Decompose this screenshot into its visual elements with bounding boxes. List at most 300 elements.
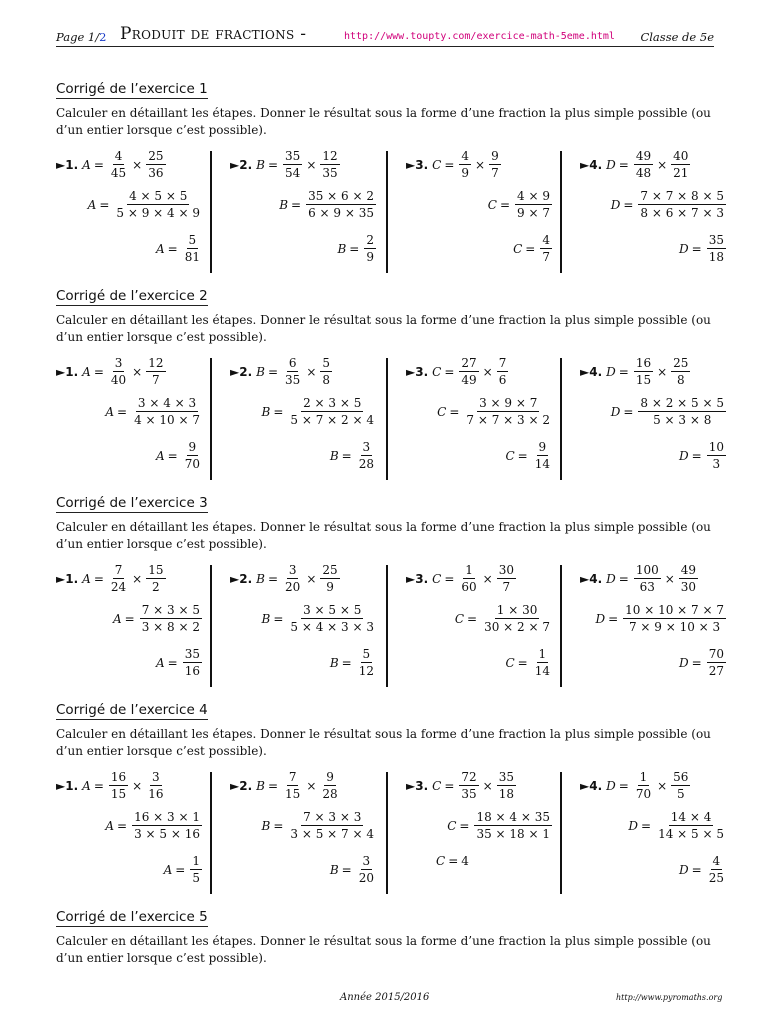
times-sign: × <box>132 778 143 793</box>
problem-statement <box>230 563 342 594</box>
fraction-1 <box>459 563 478 594</box>
fraction-1-denominator: 15 <box>635 373 652 387</box>
fraction-2-denominator: 16 <box>148 787 164 801</box>
variable-name: B <box>337 241 347 256</box>
times-sign: × <box>306 778 317 793</box>
result <box>156 233 204 264</box>
times-sign: × <box>475 157 486 172</box>
equals-sign: = <box>449 404 460 419</box>
problem-statement <box>56 149 168 180</box>
decomposition-step <box>488 189 554 220</box>
fraction-1 <box>634 770 653 801</box>
equals-sign: = <box>124 611 135 626</box>
step-fraction-numerator: 1 × 30 <box>496 603 538 617</box>
equals-sign: = <box>273 611 284 626</box>
result <box>330 854 378 885</box>
fraction-2 <box>146 149 165 180</box>
problem-statement <box>230 770 342 801</box>
variable-name: D <box>610 197 621 212</box>
fraction-1-denominator: 40 <box>110 373 127 387</box>
result <box>679 854 728 885</box>
equals-sign: = <box>93 778 104 793</box>
step-fraction <box>132 396 202 427</box>
problem-cell <box>230 563 380 691</box>
column-divider <box>386 772 388 894</box>
result-fraction-numerator: 2 <box>366 233 374 247</box>
step-fraction-numerator: 3 × 4 × 3 <box>137 396 197 410</box>
fraction-2-denominator: 6 <box>498 373 507 387</box>
fraction-2-denominator: 8 <box>676 373 685 387</box>
result-fraction <box>540 233 552 264</box>
equals-sign: = <box>618 571 629 586</box>
equals-sign: = <box>444 571 455 586</box>
variable-name: C <box>454 611 465 626</box>
exercise-instruction: Calculer en détaillant les étapes. Donner le résultat sous la forme d’une fraction la plus simple possible (ou d’un entier lorsque c’est possible). <box>56 106 711 137</box>
exercise-section <box>56 699 724 898</box>
fraction-1-denominator: 60 <box>461 580 477 594</box>
result-fraction-numerator: 9 <box>538 440 547 454</box>
fraction-2-numerator: 25 <box>322 563 338 577</box>
fraction-1-numerator: 6 <box>288 356 297 370</box>
step-fraction-denominator: 30 × 2 × 7 <box>484 620 550 634</box>
problem-statement <box>580 563 700 594</box>
step-fraction-denominator: 35 × 18 × 1 <box>476 827 550 841</box>
fraction-1-numerator: 16 <box>110 770 127 784</box>
times-sign: × <box>482 364 493 379</box>
fraction-2-numerator: 15 <box>148 563 164 577</box>
column-divider <box>210 358 212 480</box>
variable-name: B <box>329 862 339 877</box>
times-sign: × <box>306 157 317 172</box>
equals-sign: = <box>93 364 104 379</box>
step-fraction <box>288 396 376 427</box>
result <box>679 647 728 678</box>
fraction-2-denominator: 35 <box>322 166 338 180</box>
result-fraction-denominator: 27 <box>708 664 724 678</box>
result-fraction-numerator: 9 <box>188 440 197 454</box>
result-fraction-numerator: 5 <box>362 647 371 661</box>
fraction-2-numerator: 9 <box>326 770 334 784</box>
fraction-1 <box>109 149 128 180</box>
fraction-1-numerator: 7 <box>114 563 123 577</box>
column-divider <box>210 772 212 894</box>
result-fraction-numerator: 35 <box>184 647 200 661</box>
step-fraction-numerator: 2 × 3 × 5 <box>303 396 362 410</box>
step-fraction-numerator: 3 × 9 × 7 <box>479 396 538 410</box>
page-total-link[interactable]: 2 <box>99 30 107 44</box>
exercise-title: Corrigé de l’exercice 4 <box>56 702 208 718</box>
fraction-1-numerator: 4 <box>114 149 123 163</box>
page-title: Produit de fractions - <box>120 24 307 44</box>
step-fraction-denominator: 4 × 10 × 7 <box>134 413 200 427</box>
step-fraction <box>288 810 376 841</box>
equals-sign: = <box>499 197 511 212</box>
step-fraction <box>515 189 552 220</box>
result <box>337 233 378 264</box>
result-fraction-denominator: 7 <box>542 250 550 264</box>
equals-sign: = <box>618 364 629 379</box>
variable-name: B <box>329 655 339 670</box>
result-fraction-numerator: 10 <box>708 440 724 454</box>
result-fraction-denominator: 28 <box>358 457 374 471</box>
step-fraction-numerator: 7 × 3 × 3 <box>303 810 362 824</box>
result-fraction-denominator: 20 <box>358 871 374 885</box>
problem-label: ►1. <box>56 364 79 379</box>
fraction-2-numerator: 25 <box>148 149 164 163</box>
variable-name: A <box>155 241 165 256</box>
fraction-1-denominator: 48 <box>635 166 652 180</box>
decomposition-step <box>262 810 378 841</box>
equals-sign: = <box>448 854 459 868</box>
result-fraction-numerator: 3 <box>362 854 371 868</box>
exercise-instruction: Calculer en détaillant les étapes. Donner le résultat sous la forme d’une fraction la plus simple possible (ou d’un entier lorsque c’est possible). <box>56 313 711 344</box>
fraction-2-numerator: 12 <box>148 356 164 370</box>
times-sign: × <box>657 778 668 793</box>
equals-sign: = <box>623 404 634 419</box>
step-fraction <box>140 603 202 634</box>
problem-cell <box>580 563 730 691</box>
exercise-title: Corrigé de l’exercice 3 <box>56 495 208 511</box>
variable-name: D <box>679 862 689 877</box>
result-fraction <box>183 440 202 471</box>
equals-sign: = <box>467 611 478 626</box>
variable-name: A <box>163 862 173 877</box>
problem-label: ►3. <box>406 364 429 379</box>
equals-sign: = <box>459 818 470 833</box>
result-fraction <box>183 233 202 264</box>
class-level: Classe de 5e <box>640 30 714 44</box>
result-fraction <box>364 233 376 264</box>
result <box>679 440 728 471</box>
variable-name: C <box>432 364 442 379</box>
problem-label: ►2. <box>230 157 253 172</box>
variable-name: B <box>279 197 289 212</box>
problem-cell <box>56 149 206 277</box>
variable-name: C <box>432 157 442 172</box>
problem-label: ►1. <box>56 571 79 586</box>
fraction-2-numerator: 9 <box>491 149 499 163</box>
fraction-1 <box>283 149 302 180</box>
fraction-1-numerator: 35 <box>285 149 301 163</box>
variable-name: A <box>155 655 165 670</box>
problem-label: ►4. <box>580 571 603 586</box>
fraction-1-denominator: 35 <box>461 787 477 801</box>
problem-cell <box>580 770 730 898</box>
problem-cell <box>56 770 206 898</box>
result-fraction-denominator: 25 <box>708 871 724 885</box>
fraction-2-denominator: 9 <box>326 580 334 594</box>
variable-name: A <box>82 778 91 793</box>
problems-grid <box>56 356 724 484</box>
equals-sign: = <box>341 862 352 877</box>
equals-sign: = <box>341 448 352 463</box>
problem-statement <box>230 356 334 387</box>
fraction-1-denominator: 24 <box>110 580 127 594</box>
step-fraction <box>638 189 726 220</box>
fraction-2 <box>146 770 165 801</box>
equals-sign: = <box>341 655 352 670</box>
decomposition-step <box>105 810 204 841</box>
step-fraction-numerator: 16 × 3 × 1 <box>134 810 200 824</box>
problem-label: ►1. <box>56 157 79 172</box>
fraction-2-numerator: 40 <box>673 149 689 163</box>
fraction-1-denominator: 15 <box>110 787 127 801</box>
fraction-2 <box>489 149 501 180</box>
column-divider <box>386 151 388 273</box>
problem-label: ►1. <box>56 778 79 793</box>
problem-statement <box>56 563 168 594</box>
fraction-2-numerator: 3 <box>152 770 160 784</box>
fraction-1 <box>109 770 128 801</box>
times-sign: × <box>657 157 668 172</box>
equals-sign: = <box>517 448 528 463</box>
fraction-2 <box>320 770 339 801</box>
variable-name: C <box>505 448 515 463</box>
equals-sign: = <box>618 157 629 172</box>
result-fraction-denominator: 14 <box>534 664 550 678</box>
variable-name: A <box>155 448 165 463</box>
exercise-title: Corrigé de l’exercice 1 <box>56 81 208 97</box>
equals-sign: = <box>167 448 178 463</box>
equals-sign: = <box>641 818 652 833</box>
column-divider <box>386 565 388 687</box>
times-sign: × <box>306 571 317 586</box>
step-fraction-numerator: 7 × 7 × 8 × 5 <box>640 189 724 203</box>
fraction-2-denominator: 36 <box>148 166 164 180</box>
fraction-2-numerator: 56 <box>673 770 689 784</box>
variable-name: D <box>595 611 606 626</box>
variable-name: B <box>256 157 265 172</box>
problem-label: ►4. <box>580 778 603 793</box>
result <box>505 647 554 678</box>
equals-sign: = <box>691 241 702 256</box>
equals-sign: = <box>93 157 104 172</box>
step-fraction-denominator: 14 × 5 × 5 <box>658 827 724 841</box>
fraction-1 <box>109 563 128 594</box>
variable-name: D <box>679 241 689 256</box>
variable-name: A <box>87 197 97 212</box>
fraction-1 <box>283 770 302 801</box>
variable-name: B <box>329 448 339 463</box>
equals-sign: = <box>444 778 455 793</box>
result <box>679 233 728 264</box>
column-divider <box>386 358 388 480</box>
times-sign: × <box>657 364 668 379</box>
step-fraction <box>464 396 552 427</box>
result-fraction <box>707 647 726 678</box>
times-sign: × <box>482 778 493 793</box>
fraction-2 <box>679 563 698 594</box>
result-fraction <box>707 854 726 885</box>
step-fraction-denominator: 3 × 5 × 7 × 4 <box>290 827 374 841</box>
fraction-2-numerator: 5 <box>322 356 331 370</box>
problem-cell <box>580 356 730 484</box>
footer-site-link[interactable]: http://www.pyromaths.org <box>616 993 723 1002</box>
variable-name: B <box>261 818 271 833</box>
problem-label: ►4. <box>580 364 603 379</box>
problem-label: ►3. <box>406 571 429 586</box>
result <box>164 854 204 885</box>
problem-label: ►3. <box>406 778 429 793</box>
result-fraction-numerator: 3 <box>362 440 371 454</box>
fraction-2 <box>671 356 690 387</box>
result-fraction-denominator: 70 <box>184 457 200 471</box>
step-fraction <box>482 603 552 634</box>
problem-cell <box>406 563 556 691</box>
exercise-instruction: Calculer en détaillant les étapes. Donner le résultat sous la forme d’une fraction la plus simple possible (ou d’un entier lorsque c’est possible). <box>56 934 711 965</box>
decomposition-step <box>105 396 204 427</box>
problem-statement <box>230 149 342 180</box>
equals-sign: = <box>691 862 702 877</box>
variable-name: D <box>606 778 616 793</box>
decomposition-step <box>595 603 728 634</box>
fraction-1 <box>459 356 478 387</box>
variable-name: B <box>256 571 265 586</box>
result-fraction <box>707 440 726 471</box>
fraction-1 <box>459 770 478 801</box>
fraction-2-denominator: 30 <box>680 580 697 594</box>
fraction-2-numerator: 25 <box>673 356 689 370</box>
fraction-1 <box>634 149 653 180</box>
equals-sign: = <box>517 655 528 670</box>
fraction-1-numerator: 27 <box>461 356 477 370</box>
fraction-2 <box>146 356 165 387</box>
equals-sign: = <box>291 197 302 212</box>
decomposition-step <box>611 189 728 220</box>
fraction-1-denominator: 20 <box>285 580 301 594</box>
result-fraction-numerator: 1 <box>192 854 200 868</box>
problem-cell <box>406 149 556 277</box>
result-fraction-denominator: 12 <box>358 664 374 678</box>
variable-name: A <box>112 611 122 626</box>
fraction-1 <box>283 356 302 387</box>
variable-name: C <box>513 241 523 256</box>
fraction-1-denominator: 54 <box>285 166 301 180</box>
column-divider <box>560 565 562 687</box>
result-fraction-denominator: 5 <box>192 871 200 885</box>
exercise-section <box>56 906 714 967</box>
decomposition-step <box>611 396 728 427</box>
fraction-1 <box>109 356 128 387</box>
result-fraction <box>357 647 376 678</box>
decomposition-step <box>447 810 554 841</box>
fraction-1 <box>283 563 302 594</box>
variable-name: A <box>105 818 115 833</box>
fraction-1-denominator: 70 <box>635 787 652 801</box>
step-fraction <box>306 189 376 220</box>
equals-sign: = <box>525 241 536 256</box>
result <box>330 647 378 678</box>
problem-label: ►2. <box>230 778 253 793</box>
step-fraction-numerator: 10 × 10 × 7 × 7 <box>625 603 724 617</box>
problem-label: ►3. <box>406 157 429 172</box>
equals-sign: = <box>623 197 634 212</box>
step-fraction-denominator: 3 × 5 × 16 <box>134 827 200 841</box>
times-sign: × <box>664 571 675 586</box>
variable-name: C <box>432 571 442 586</box>
times-sign: × <box>132 571 143 586</box>
problem-statement <box>580 770 692 801</box>
problem-cell <box>580 149 730 277</box>
problem-statement <box>580 149 692 180</box>
result-fraction <box>707 233 726 264</box>
fraction-1-denominator: 35 <box>285 373 301 387</box>
exercise-instruction: Calculer en détaillant les étapes. Donner le résultat sous la forme d’une fraction la plus simple possible (ou d’un entier lorsque c’est possible). <box>56 520 711 551</box>
variable-name: A <box>82 571 91 586</box>
equals-sign: = <box>117 404 128 419</box>
footer-year: Année 2015/2016 <box>340 992 430 1003</box>
equals-sign: = <box>618 778 629 793</box>
step-fraction-numerator: 35 × 6 × 2 <box>308 189 374 203</box>
result <box>505 440 554 471</box>
fraction-1-numerator: 3 <box>114 356 123 370</box>
times-sign: × <box>132 157 143 172</box>
variable-name: B <box>256 364 265 379</box>
decomposition-step <box>262 603 378 634</box>
fraction-2 <box>671 770 690 801</box>
decomposition-step <box>262 396 378 427</box>
fraction-2 <box>320 563 339 594</box>
problem-cell <box>56 356 206 484</box>
fraction-1-numerator: 4 <box>461 149 470 163</box>
problem-cell <box>230 356 380 484</box>
result-fraction-denominator: 9 <box>366 250 374 264</box>
variable-name: C <box>487 197 497 212</box>
equals-sign: = <box>608 611 619 626</box>
fraction-2 <box>320 356 332 387</box>
variable-name: D <box>606 571 616 586</box>
equals-sign: = <box>273 404 284 419</box>
fraction-1-numerator: 72 <box>461 770 477 784</box>
decomposition-step <box>628 810 728 841</box>
step-fraction-numerator: 4 × 9 <box>517 189 550 203</box>
problem-statement <box>406 149 503 180</box>
exercise-title: Corrigé de l’exercice 5 <box>56 909 208 925</box>
times-sign: × <box>306 364 317 379</box>
fraction-2-numerator: 7 <box>498 356 507 370</box>
fraction-1-numerator: 49 <box>635 149 652 163</box>
step-fraction <box>132 810 202 841</box>
step-fraction-numerator: 14 × 4 <box>670 810 712 824</box>
result-fraction-denominator: 18 <box>708 250 724 264</box>
column-divider <box>210 151 212 273</box>
step-fraction-denominator: 5 × 9 × 4 × 9 <box>116 206 200 220</box>
result <box>330 440 378 471</box>
source-url-link[interactable]: http://www.toupty.com/exercice-math-5eme.html <box>344 31 615 42</box>
page-indicator: Page 1/2 <box>56 30 107 44</box>
equals-sign: = <box>175 862 186 877</box>
fraction-2-numerator: 30 <box>498 563 515 577</box>
problem-label: ►2. <box>230 571 253 586</box>
column-divider <box>560 151 562 273</box>
fraction-2-denominator: 18 <box>498 787 515 801</box>
fraction-2 <box>320 149 339 180</box>
equals-sign: = <box>691 448 702 463</box>
equals-sign: = <box>117 818 128 833</box>
column-divider <box>560 358 562 480</box>
fraction-1-numerator: 16 <box>635 356 652 370</box>
exercise-section <box>56 78 724 277</box>
fraction-2-denominator: 28 <box>322 787 338 801</box>
equals-sign: = <box>691 655 702 670</box>
step-fraction-denominator: 9 × 7 <box>517 206 550 220</box>
variable-name: B <box>256 778 265 793</box>
result-fraction <box>183 647 202 678</box>
result-fraction <box>357 440 376 471</box>
equals-sign: = <box>267 571 279 586</box>
problems-grid <box>56 563 724 691</box>
result-fraction-numerator: 4 <box>712 854 721 868</box>
